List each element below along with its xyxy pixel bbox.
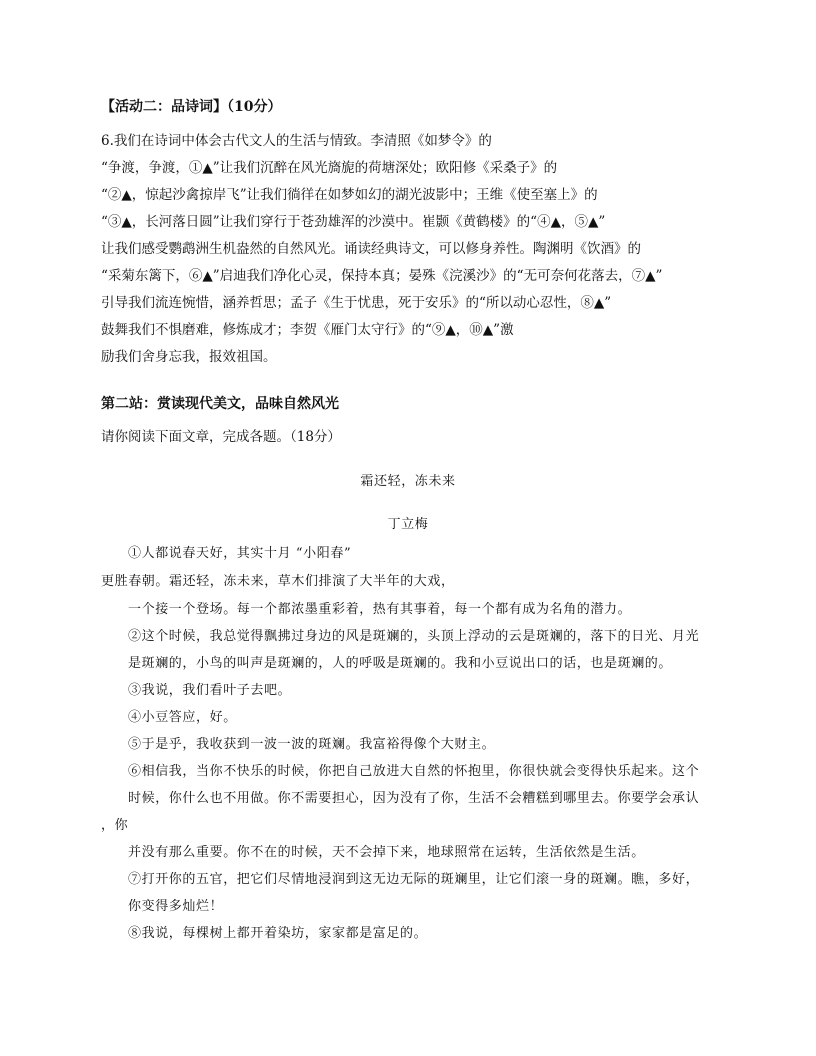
- paragraph-line: ③我说，我们看叶子去吧。: [128, 683, 292, 698]
- paragraph-line: ①人都说春天好，其实十月 “小阳春”: [128, 546, 352, 561]
- q6-line: “③▲，长河落日圆”让我们穿行于苍劲雄浑的沙漠中。崔颢《黄鹤楼》的“④▲，⑤▲”: [101, 214, 606, 230]
- paragraph-line: ④小豆答应，好。: [128, 710, 237, 725]
- reading-instruction: 请你阅读下面文章，完成各题。（18分）: [101, 429, 341, 445]
- paragraph-line: 并没有那么重要。你不在的时候，天不会掉下来，地球照常在运转，生活依然是生活。: [128, 845, 645, 860]
- paragraph-line: ⑤于是乎，我收获到一波一波的斑斓。我富裕得像个大财主。: [128, 737, 496, 752]
- article-author: 丁立梅: [387, 517, 429, 532]
- article-title: 霜还轻，冻未来: [360, 474, 456, 489]
- q6-line: 6.我们在诗词中体会古代文人的生活与情致。李清照《如梦令》的: [101, 133, 492, 149]
- paragraph-line: ⑦打开你的五官，把它们尽情地浸润到这无边无际的斑斓里，让它们滚一身的斑斓。瞧，多好，: [128, 872, 700, 887]
- paragraph-line: 时候，你什么也不用做。你不需要担心，因为没有了你，生活不会糟糕到哪里去。你要学会承认: [128, 791, 700, 806]
- paragraph-line: ⑥相信我，当你不快乐的时候，你把自己放进大自然的怀抱里，你很快就会变得快乐起来。这个: [128, 764, 700, 779]
- paragraph-line: ⑧我说，每棵树上都开着染坊，家家都是富足的。: [128, 926, 428, 941]
- station-heading: 第二站：赏读现代美文，品味自然风光: [101, 396, 339, 412]
- activity-heading: 【活动二：品诗词】（10分）: [101, 99, 282, 115]
- q6-line: “②▲，惊起沙禽掠岸飞”让我们徜徉在如梦如幻的湖光波影中；王维《使至塞上》的: [101, 187, 598, 203]
- q6-line: “采菊东篱下，⑥▲”启迪我们净化心灵，保持本真；晏殊《浣溪沙》的“无可奈何花落去，⑦▲”: [101, 268, 663, 284]
- paragraph-line: 你变得多灿烂！: [128, 899, 224, 914]
- q6-line: 引导我们流连惋惜，涵养哲思；孟子《生于忧患，死于安乐》的“所以动心忍性，⑧▲”: [101, 295, 612, 311]
- q6-line: 励我们舍身忘我，报效祖国。: [101, 349, 277, 365]
- paragraph-line: ②这个时候，我总觉得飘拂过身边的风是斑斓的，头顶上浮动的云是斑斓的，落下的日光、月光: [128, 629, 700, 644]
- q6-line: “争渡，争渡，①▲”让我们沉醉在风光旖旎的荷塘深处；欧阳修《采桑子》的: [101, 160, 558, 176]
- q6-line: 鼓舞我们不惧磨难，修炼成才；李贺《雁门太守行》的“⑨▲，⑩▲”激: [101, 322, 514, 338]
- paragraph-line: 一个接一个登场。每一个都浓墨重彩着，热有其事着，每一个都有成为名角的潜力。: [128, 602, 632, 617]
- paragraph-line: 是斑斓的，小鸟的叫声是斑斓的，人的呼吸是斑斓的。我和小豆说出口的话，也是斑斓的。: [128, 656, 673, 671]
- paragraph-line: 更胜春朝。霜还轻，冻未来，草木们排演了大半年的大戏，: [101, 574, 455, 589]
- paragraph-line: ，你: [101, 818, 129, 833]
- q6-line: 让我们感受鹦鹉洲生机盎然的自然风光。诵读经典诗文，可以修身养性。陶渊明《饮酒》的: [101, 241, 641, 257]
